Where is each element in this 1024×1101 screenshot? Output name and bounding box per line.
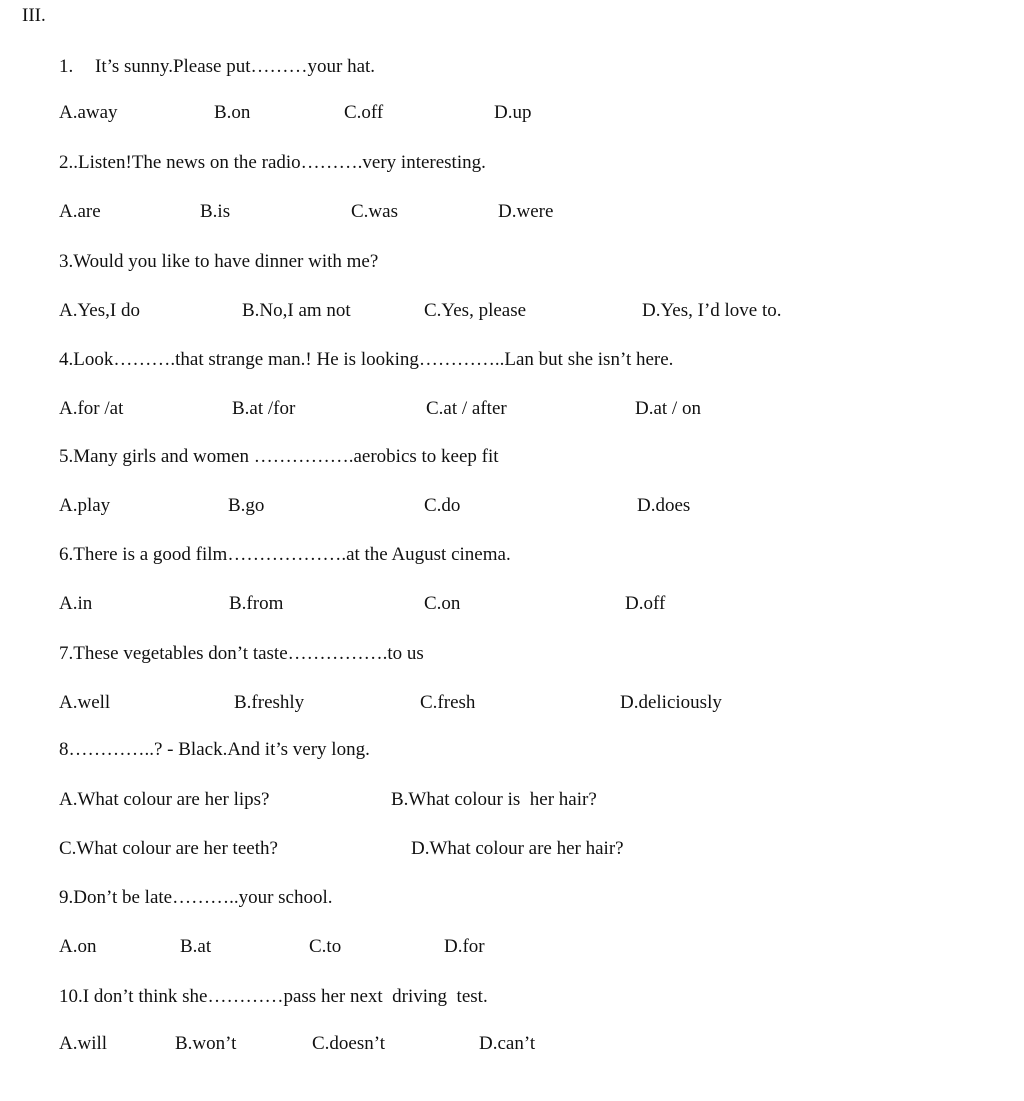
question-5-stem: 5.Many girls and women …………….aerobics to keep fit (59, 446, 499, 467)
question-3-option-d: D.Yes, I’d love to. (642, 300, 782, 321)
question-9-stem: 9.Don’t be late………..your school. (59, 887, 333, 908)
question-3-option-c: C.Yes, please (424, 300, 527, 321)
question-3-stem: 3.Would you like to have dinner with me? (59, 251, 379, 272)
question-2-stem: 2..Listen!The news on the radio……….very interesting. (59, 152, 486, 173)
question-5-option-a: A.play (59, 495, 111, 516)
question-4-option-b: B.at /for (232, 398, 296, 419)
question-4-option-d: D.at / on (635, 398, 701, 419)
question-2-option-b: B.is (200, 201, 231, 222)
question-4-option-a: A.for /at (59, 398, 124, 419)
question-1-option-c: C.off (344, 102, 384, 123)
question-9-option-b: B.at (180, 936, 212, 957)
question-9-option-d: D.for (444, 936, 485, 957)
question-9-option-c: C.to (309, 936, 342, 957)
question-7-option-c: C.fresh (420, 692, 476, 713)
question-10-option-b: B.won’t (175, 1033, 237, 1054)
question-10-stem: 10.I don’t think she…………pass her next driving test. (59, 986, 488, 1007)
question-8-option-d: D.What colour are her hair? (411, 838, 624, 859)
question-8-option-c: C.What colour are her teeth? (59, 838, 278, 859)
question-1-option-a: A.away (59, 102, 118, 123)
question-10-option-d: D.can’t (479, 1033, 536, 1054)
question-3-option-a: A.Yes,I do (59, 300, 140, 321)
question-2-option-c: C.was (351, 201, 398, 222)
question-7-option-b: B.freshly (234, 692, 305, 713)
question-1-number: 1. (59, 56, 74, 77)
question-6-option-b: B.from (229, 593, 284, 614)
question-7-option-a: A.well (59, 692, 111, 713)
question-8-option-a: A.What colour are her lips? (59, 789, 270, 810)
question-8-stem: 8…………..? - Black.And it’s very long. (59, 739, 370, 760)
question-1-option-b: B.on (214, 102, 251, 123)
question-5-option-d: D.does (637, 495, 691, 516)
question-8-option-b: B.What colour is her hair? (391, 789, 597, 810)
question-6-stem: 6.There is a good film……………….at the August cinema. (59, 544, 511, 565)
question-1-option-d: D.up (494, 102, 532, 123)
question-4-option-c: C.at / after (426, 398, 507, 419)
question-10-option-c: C.doesn’t (312, 1033, 386, 1054)
question-7-option-d: D.deliciously (620, 692, 722, 713)
section-heading: III. (22, 5, 46, 26)
question-9-option-a: A.on (59, 936, 97, 957)
question-5-option-c: C.do (424, 495, 461, 516)
question-10-option-a: A.will (59, 1033, 108, 1054)
question-6-option-d: D.off (625, 593, 666, 614)
question-4-stem: 4.Look……….that strange man.! He is looking…………..Lan but she isn’t here. (59, 349, 674, 370)
question-7-stem: 7.These vegetables don’t taste…………….to us (59, 643, 424, 664)
question-5-option-b: B.go (228, 495, 265, 516)
question-2-option-d: D.were (498, 201, 554, 222)
question-1-stem: It’s sunny.Please put………your hat. (95, 56, 376, 77)
question-3-option-b: B.No,I am not (242, 300, 351, 321)
question-6-option-a: A.in (59, 593, 93, 614)
question-2-option-a: A.are (59, 201, 101, 222)
question-6-option-c: C.on (424, 593, 461, 614)
